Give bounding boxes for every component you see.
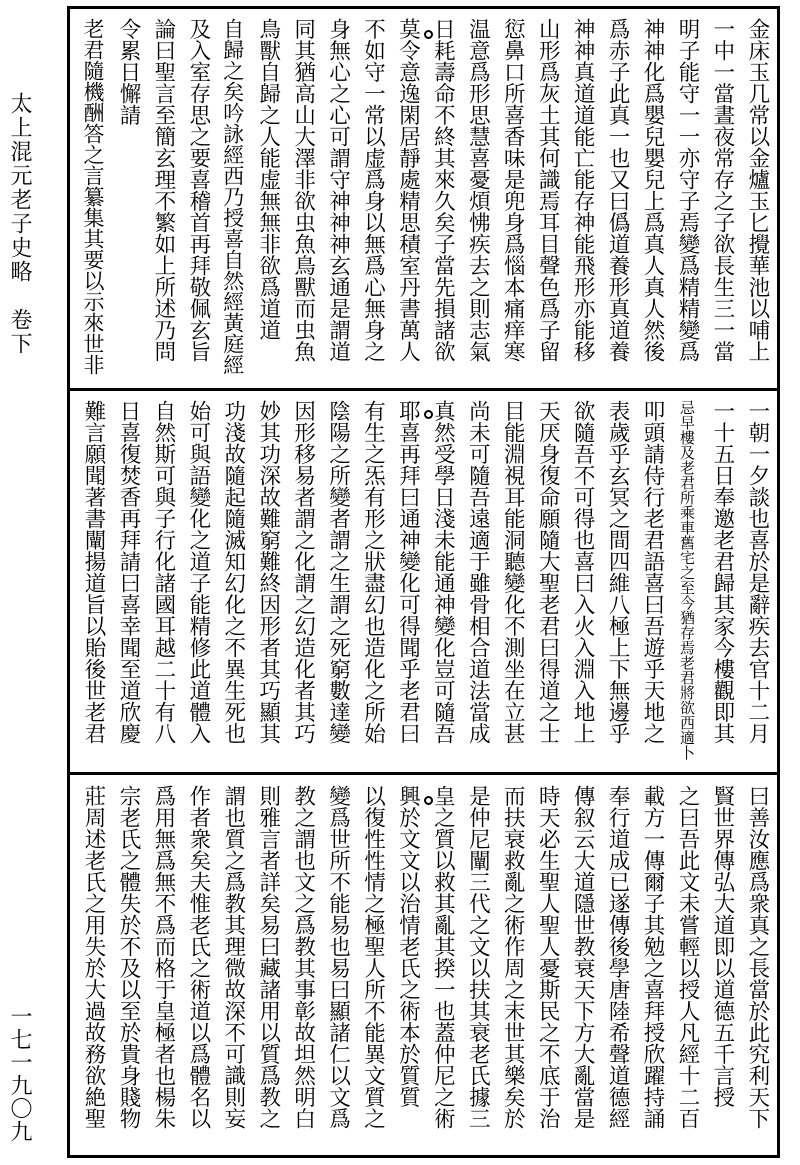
register-divider-1 <box>67 388 780 391</box>
text-column: 教之謂也文之爲教其事彰故坦然明白 <box>290 785 316 1129</box>
text-column: 始可與語變化之道子能精修此道體入 <box>185 400 211 744</box>
text-column: 傳叙云大道隱世教衰天下方大亂當是 <box>570 785 596 1129</box>
text-column: 皇之質以救其亂其揆一也蓋仲尼之術 <box>430 785 456 1129</box>
text-column: 變爲世所不能易也易曰顯諸仁以文爲 <box>325 785 351 1129</box>
text-column: 宗老氏之體失於不及以至於貴身賤物 <box>115 785 141 1129</box>
margin-page-number: 一七一九〇九 <box>7 1005 32 1143</box>
text-column: 以復性性情之極聖人所不能異文質之 <box>360 785 386 1129</box>
text-column: 而扶衰救亂之術作周之末世其樂矣於 <box>500 785 526 1129</box>
text-column: 一十五日奉邀老君歸其家今樓觀即其 <box>709 400 735 744</box>
text-column: 天厌身復命願隨大聖老君曰得道之士 <box>535 400 561 744</box>
text-column: 有生之炁有形之狀盡幻也造化之所始 <box>360 400 386 744</box>
text-column: 因形移易者謂之化謂之幻造化者其巧 <box>290 400 316 744</box>
text-column: 爲用無爲無不爲而格于皇極者也楊朱 <box>150 785 176 1129</box>
text-column: 賢世界傳弘大道即以道德五千言授 <box>709 785 735 1108</box>
text-column: 妙其功深故難窮難終因形者其巧顯其 <box>255 400 281 744</box>
text-column: 載方一傳爾子其勉之喜拜授欣躍持誦 <box>640 785 665 1129</box>
text-column: 叩頭請侍行老君語喜曰吾遊乎天地之 <box>640 400 665 744</box>
text-column: 表歲乎玄冥之間四維八極上下無邊乎 <box>605 400 631 744</box>
text-column: 及入室存思之要喜稽首再拜敬佩玄旨 <box>185 18 211 362</box>
text-column: 一中一當晝夜常存之子欲長生三一當 <box>709 18 735 362</box>
text-column: 難言願聞著書闡揚道旨以貽後世老君 <box>81 400 106 744</box>
text-column: 同其猶高山大澤非欲虫魚鳥獸而虫魚 <box>290 18 316 362</box>
text-column: 作者衆矣夫惟老氏之術道以爲體名以 <box>185 785 211 1129</box>
text-column: 耶喜再拜曰通神變化可得聞乎老君曰 <box>395 400 421 744</box>
margin-title: 太上混元老子史略 卷下 <box>7 92 32 356</box>
register-divider-2 <box>67 772 780 775</box>
text-column: 陰陽之所變者謂之生謂之死窮數達變 <box>325 400 351 744</box>
text-column: 一朝一夕談也喜於是辭疾去官十二月 <box>744 400 770 744</box>
text-column: 明子能守一一亦守子焉變爲精精變爲 <box>674 18 700 362</box>
text-column: 愆鼻口所喜香味是兜身爲惱本痛痒寒 <box>500 18 526 362</box>
register-1 <box>80 18 770 380</box>
text-column: 莊周述老氏之用失於大過故務欲絶聖 <box>81 785 106 1129</box>
text-column: 目能淵視耳能洞聽變化不測坐在立甚 <box>500 400 526 744</box>
text-column: 功淺故隨起隨滅知幻化之不異生死也 <box>220 400 246 744</box>
text-column: 日喜復焚香再拜請曰喜幸聞至道欣慶 <box>115 400 141 744</box>
text-column: 興於文文以治情老氏之術本於質質 <box>395 785 421 1108</box>
text-column: 身無心之心可謂守神神神玄通是謂道 <box>325 18 351 362</box>
text-column: 曰善汝應爲衆真之長當於此究利天下 <box>744 785 770 1129</box>
text-column: 之曰吾此文未嘗輕以授人凡經十二百 <box>674 785 700 1129</box>
text-column: 忌早樓及老君所乘車舊宅之至今猶存焉老君將欲西適卜 <box>677 400 696 760</box>
text-column: 神神化爲嬰兒嬰兒上爲真人真人然後 <box>640 18 665 362</box>
text-column: 奉行道成已遂傳後學唐陸希聲道德經 <box>605 785 631 1129</box>
text-column: 自然斯可與子行化諸國耳越二十有八 <box>150 400 176 744</box>
text-column: 爲赤子此真一也又曰僞道養形真道養 <box>605 18 631 362</box>
text-column: 是仲尼闡三代之文以扶其衰老氏據三 <box>465 785 491 1129</box>
text-column: 謂也質之爲教其理微故深不可識則妄 <box>220 785 246 1129</box>
register-3 <box>80 785 770 1147</box>
text-column: 山形爲灰土其何識焉耳目聲色爲子留 <box>535 18 561 362</box>
register-2 <box>80 400 770 764</box>
text-column: 金床玉几常以金爐玉匕攪華池以哺上 <box>744 18 770 362</box>
text-column: 令累日懈請 <box>115 18 141 126</box>
text-column: 則雅言者詳矣易曰藏諸用以質爲教之 <box>255 785 281 1129</box>
text-column: 老君隨機酬答之言纂集其要以示來世非 <box>81 18 105 375</box>
text-column: 尚未可隨吾遠適于雖骨相合道法當成 <box>465 400 491 744</box>
text-column: 真然受學日淺未能通神變化豈可隨吾 <box>430 400 456 744</box>
text-column: 神神真道道能亡能存神能飛形亦能移 <box>570 18 596 362</box>
text-column: 自歸之矣吟詠經西乃授喜自然經黃庭經 <box>220 18 245 375</box>
text-column: 温意爲形思慧喜憂煩怫疾去之則志氣 <box>465 18 491 362</box>
text-column: 日耗壽命不終其來久矣子當先損諸欲 <box>430 18 456 362</box>
text-column: 論曰聖言至簡玄理不繁如上所述乃問 <box>150 18 176 362</box>
text-column: 不如守一常以虚爲身以無爲心無身之 <box>360 18 386 362</box>
text-column: 莫令意逸閑居靜處精思積室丹書萬人 <box>395 18 421 362</box>
text-column: 鳥獸自歸之人能虚無無非欲爲道道 <box>255 18 281 341</box>
text-column: 時天必生聖人聖人憂斯民之不底于治 <box>535 785 561 1129</box>
text-column: 欲隨吾不可得也喜曰入火入淵入地上 <box>570 400 596 744</box>
